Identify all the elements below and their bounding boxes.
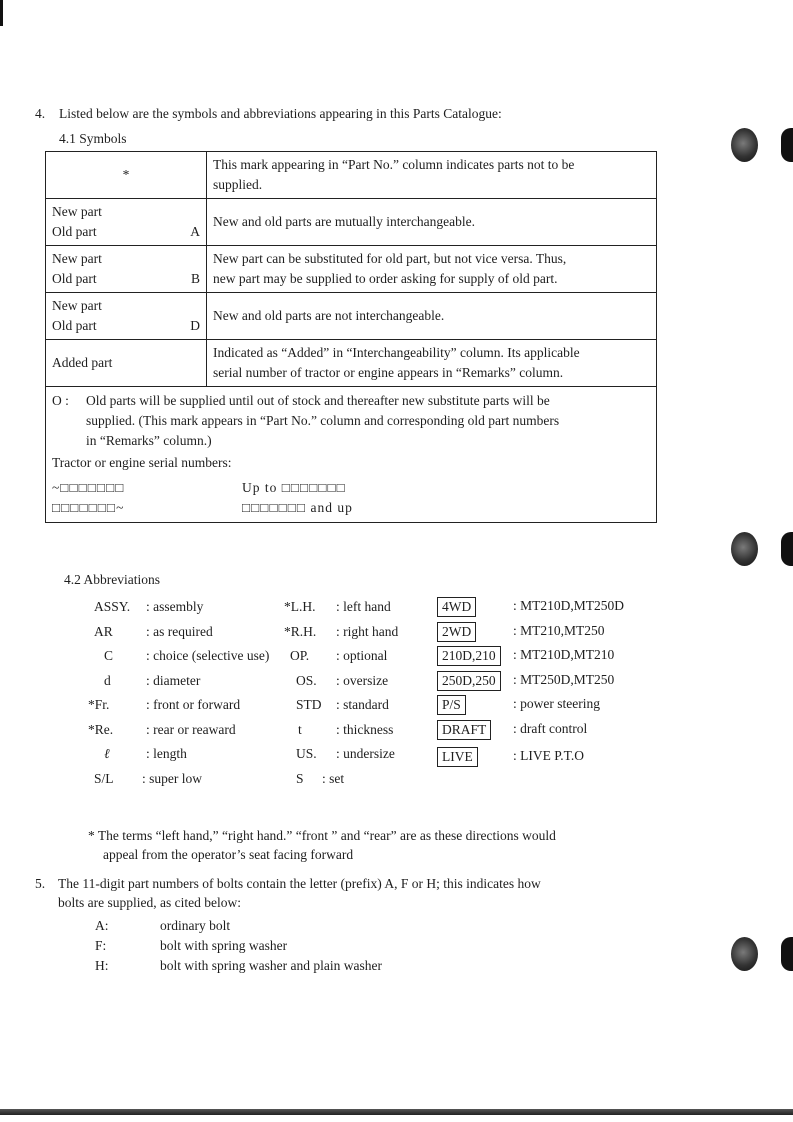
abbr-term: *R.H.: [284, 623, 317, 639]
symbol-cell: [46, 246, 207, 293]
abbr-term: C: [104, 648, 114, 663]
note-line: supplied. (This mark appears in “Part No.” column and corresponding old part numbers: [86, 413, 560, 428]
model-code-box: LIVE: [437, 747, 478, 767]
abbr-meaning: : MT210D,MT250D: [513, 598, 624, 613]
abbr-meaning: : left hand: [336, 599, 391, 614]
bolt-prefix-key: H:: [95, 958, 109, 973]
interchange-code: B: [190, 271, 200, 286]
abbr-meaning: : optional: [336, 648, 388, 663]
abbr-meaning: : oversize: [336, 672, 389, 688]
abbr-term: US.: [296, 746, 317, 761]
symbol-asterisk: *: [122, 167, 130, 182]
old-part-label: Old part: [52, 224, 97, 239]
section-5-number: 5.: [35, 876, 46, 891]
symbol-row: [46, 293, 657, 340]
desc-line: New and old parts are not interchangeable.: [213, 308, 445, 323]
binder-hole-edge-middle: [781, 532, 793, 566]
section-4-intro: Listed below are the symbols and abbreviations appearing in this Parts Catalogue:: [59, 106, 502, 121]
abbr-term: OS.: [296, 672, 317, 688]
binder-hole-edge-top: [781, 128, 793, 162]
abbr-col-1: [80, 599, 290, 795]
new-part-label: New part: [52, 204, 102, 219]
scan-edge-bottom: [0, 1109, 793, 1115]
symbol-description: [207, 199, 657, 246]
abbr-meaning: : MT210D,MT210: [513, 647, 615, 662]
abbr-col-2: [284, 599, 424, 795]
symbol-row: [46, 340, 657, 387]
serial-up-to: Up to □□□□□□□: [242, 480, 346, 495]
note-line: Old parts will be supplied until out of stock and thereafter new substitute parts will be: [86, 393, 550, 408]
symbol-cell: [46, 152, 207, 199]
abbr-meaning: : MT210,MT250: [513, 622, 605, 638]
abbr-col-3: [437, 597, 677, 769]
symbol-cell: [46, 199, 207, 246]
abbr-meaning: : standard: [336, 697, 389, 712]
model-code-box: 250D,250: [437, 671, 501, 691]
abbr-term: *Re.: [88, 721, 114, 737]
symbol-description: [207, 246, 657, 293]
abbr-term: OP.: [290, 648, 310, 663]
old-part-label: Old part: [52, 271, 97, 286]
desc-line: serial number of tractor or engine appears in “Remarks” column.: [213, 365, 564, 380]
desc-line: New part can be substituted for old part, but not vice versa. Thus,: [213, 251, 567, 266]
bolt-prefix-key: A:: [95, 918, 109, 933]
symbol-row: [46, 199, 657, 246]
abbr-term: AR: [94, 623, 113, 639]
abbr-term: S: [296, 770, 304, 786]
serial-heading: Tractor or engine serial numbers:: [52, 455, 232, 470]
symbol-row: [46, 152, 657, 199]
symbols-heading: 4.1 Symbols: [59, 131, 127, 146]
old-part-label: Old part: [52, 318, 97, 333]
desc-line: Indicated as “Added” in “Interchangeability” column. Its applicable: [213, 345, 580, 360]
new-part-label: New part: [52, 298, 102, 313]
abbr-meaning: : diameter: [146, 672, 201, 688]
binder-hole-bottom: [731, 937, 758, 971]
added-part-label: Added part: [52, 355, 113, 370]
abbr-meaning: : rear or reaward: [146, 721, 236, 737]
abbr-term: t: [298, 721, 302, 737]
desc-line: New and old parts are mutually interchangeable.: [213, 214, 476, 229]
serial-to: □□□□□□□~: [52, 500, 125, 515]
abbr-meaning: : as required: [146, 623, 213, 639]
footnote-line-2: appeal from the operator’s seat facing forward: [103, 847, 354, 862]
abbr-meaning: : MT250D,MT250: [513, 671, 615, 687]
abbr-meaning: : assembly: [146, 599, 204, 614]
model-code-box: 2WD: [437, 622, 476, 642]
abbr-meaning: : choice (selective use): [146, 648, 270, 663]
symbols-table: [45, 151, 657, 523]
abbr-term: d: [104, 672, 111, 688]
circle-note-cell: [46, 387, 657, 523]
abbr-meaning: : undersize: [336, 746, 395, 761]
abbr-term: *L.H.: [284, 599, 316, 614]
symbol-description: [207, 152, 657, 199]
serial-from: ~□□□□□□□: [52, 480, 125, 495]
interchange-code: D: [190, 318, 200, 333]
abbr-meaning: : set: [322, 770, 345, 786]
desc-line: supplied.: [213, 177, 263, 192]
section-4-number: 4.: [35, 106, 46, 121]
symbol-row: [46, 246, 657, 293]
section-5-line-1: The 11-digit part numbers of bolts contain the letter (prefix) A, F or H; this indicates how: [58, 876, 541, 891]
note-line: in “Remarks” column.): [86, 433, 212, 448]
bolt-prefix-key: F:: [95, 938, 107, 953]
binder-hole-top: [731, 128, 758, 162]
circle-note-row: [46, 387, 657, 523]
interchange-code: A: [190, 224, 200, 239]
desc-line: new part may be supplied to order asking for supply of old part.: [213, 271, 558, 286]
symbol-cell: [46, 340, 207, 387]
symbol-description: [207, 293, 657, 340]
abbr-meaning: : draft control: [513, 720, 588, 736]
abbr-meaning: : front or forward: [146, 697, 241, 712]
symbol-description: [207, 340, 657, 387]
new-part-label: New part: [52, 251, 102, 266]
abbr-term: STD: [296, 697, 322, 712]
circle-marker: O :: [52, 393, 69, 408]
abbr-meaning: : LIVE P.T.O: [513, 748, 584, 763]
model-code-box: 4WD: [437, 597, 476, 617]
abbr-meaning: : super low: [142, 770, 202, 786]
model-code-box: DRAFT: [437, 720, 491, 740]
abbr-term: ASSY.: [94, 599, 131, 614]
serial-and-up: □□□□□□□ and up: [242, 500, 353, 515]
bolt-prefix-value: bolt with spring washer and plain washer: [160, 958, 382, 973]
binder-hole-middle: [731, 532, 758, 566]
abbr-term: S/L: [94, 770, 114, 786]
abbr-meaning: : thickness: [336, 721, 394, 737]
abbr-meaning: : length: [146, 746, 187, 761]
scan-mark-left: [0, 0, 3, 26]
footnote-line-1: * The terms “left hand,” “right hand.” “front ” and “rear” are as these directions would: [88, 828, 556, 843]
abbr-term: *Fr.: [88, 697, 110, 712]
abbr-meaning: : power steering: [513, 696, 600, 711]
abbr-term: ℓ: [104, 746, 110, 761]
section-5-line-2: bolts are supplied, as cited below:: [58, 895, 241, 910]
binder-hole-edge-bottom: [781, 937, 793, 971]
abbreviations-heading: 4.2 Abbreviations: [64, 572, 160, 587]
symbol-cell: [46, 293, 207, 340]
abbr-meaning: : right hand: [336, 623, 399, 639]
bolt-prefix-value: ordinary bolt: [160, 918, 231, 933]
desc-line: This mark appearing in “Part No.” column indicates parts not to be: [213, 157, 575, 172]
model-code-box: P/S: [437, 695, 466, 715]
bolt-prefix-value: bolt with spring washer: [160, 938, 288, 953]
model-code-box: 210D,210: [437, 646, 501, 666]
